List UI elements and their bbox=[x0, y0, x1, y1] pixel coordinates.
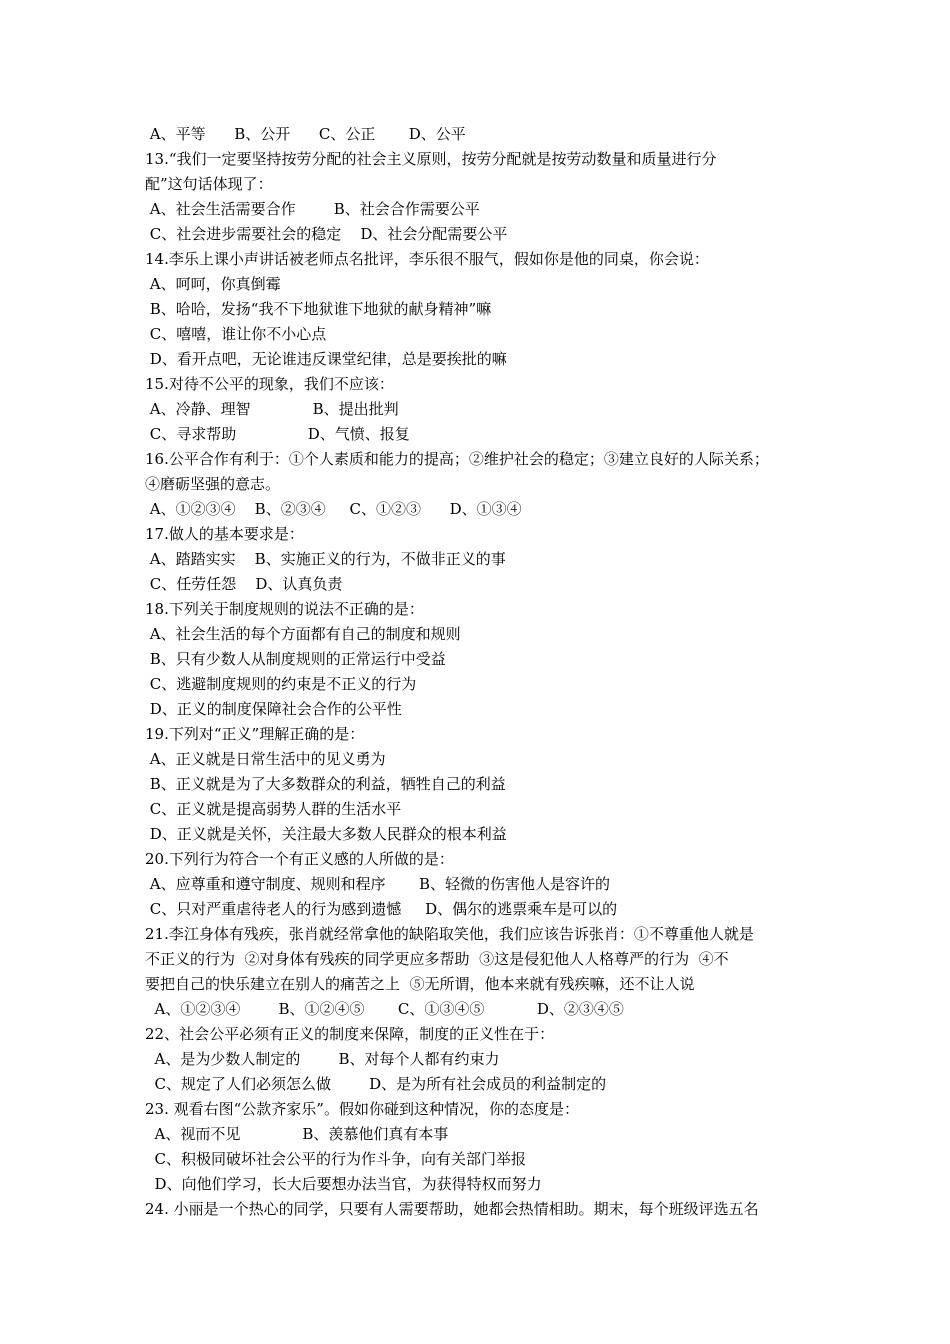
question-14-option-d: D、看开点吧，无论谁违反课堂纪律，总是要挨批的嘛 bbox=[145, 350, 507, 368]
question-21-text-cont-2: 要把自己的快乐建立在别人的痛苦之上 ⑤无所谓，他本来就有残疾嘛，还不让人说 bbox=[145, 975, 695, 993]
question-13-text-cont: 配”这句话体现了： bbox=[145, 175, 273, 193]
question-21-options: A、①②③④ B、①②④⑤ C、①③④⑤ D、②③④⑤ bbox=[145, 1000, 624, 1018]
question-19-option-d: D、正义就是关怀，关注最大多数人民群众的根本利益 bbox=[145, 825, 507, 843]
question-16-text-cont: ④磨砺坚强的意志。 bbox=[145, 475, 281, 493]
question-15-options-ab: A、冷静、理智 B、提出批判 bbox=[145, 400, 399, 418]
question-17-options-cd: C、任劳任怨 D、认真负责 bbox=[145, 575, 343, 593]
question-24-text: 24. 小丽是一个热心的同学，只要有人需要帮助，她都会热情相助。期末，每个班级评选五名 bbox=[145, 1200, 759, 1218]
question-20-options-cd: C、只对严重虐待老人的行为感到遗憾 D、偶尔的逃票乘车是可以的 bbox=[145, 900, 618, 918]
question-23-text: 23. 观看右图“公款齐家乐”。假如你碰到这种情况，你的态度是： bbox=[145, 1100, 579, 1118]
question-21-text: 21.李江身体有残疾，张肖就经常拿他的缺陷取笑他，我们应该告诉张肖：①不尊重他人就是 bbox=[145, 925, 754, 943]
question-14-option-b: B、哈哈，发扬“我不下地狱谁下地狱的献身精神”嘛 bbox=[145, 300, 492, 318]
question-15-text: 15.对待不公平的现象，我们不应该： bbox=[145, 375, 394, 393]
question-23-option-c: C、积极同破坏社会公平的行为作斗争，向有关部门举报 bbox=[145, 1150, 527, 1168]
question-23-options-ab: A、视而不见 B、羡慕他们真有本事 bbox=[145, 1125, 449, 1143]
question-19-text: 19.下列对“正义”理解正确的是： bbox=[145, 725, 365, 743]
question-22-text: 22、社会公平必须有正义的制度来保障，制度的正义性在于： bbox=[145, 1025, 555, 1043]
question-22-options-cd: C、规定了人们必须怎么做 D、是为所有社会成员的利益制定的 bbox=[145, 1075, 607, 1093]
question-text-block bbox=[145, 122, 825, 1222]
question-18-text: 18.下列关于制度规则的说法不正确的是： bbox=[145, 600, 424, 618]
question-14-option-c: C、嘻嘻，谁让你不小心点 bbox=[145, 325, 327, 343]
question-13-options-ab: A、社会生活需要合作 B、社会合作需要公平 bbox=[145, 200, 480, 218]
question-21-text-cont-1: 不正义的行为 ②对身体有残疾的同学更应多帮助 ③这是侵犯他人人格尊严的行为 ④不 bbox=[145, 950, 729, 968]
answer-options-line: A、平等 B、公开 C、公正 D、公平 bbox=[145, 125, 466, 143]
question-20-options-ab: A、应尊重和遵守制度、规则和程序 B、轻微的伤害他人是容许的 bbox=[145, 875, 611, 893]
question-22-options-ab: A、是为少数人制定的 B、对每个人都有约束力 bbox=[145, 1050, 500, 1068]
question-16-text: 16.公平合作有利于：①个人素质和能力的提高；②维护社会的稳定；③建立良好的人际关系； bbox=[145, 450, 769, 468]
question-17-options-ab: A、踏踏实实 B、实施正义的行为，不做非正义的事 bbox=[145, 550, 506, 568]
question-19-option-b: B、正义就是为了大多数群众的利益，牺牲自己的利益 bbox=[145, 775, 506, 793]
question-13-options-cd: C、社会进步需要社会的稳定 D、社会分配需要公平 bbox=[145, 225, 508, 243]
question-19-option-c: C、正义就是提高弱势人群的生活水平 bbox=[145, 800, 402, 818]
question-14-text: 14.李乐上课小声讲话被老师点名批评，李乐很不服气，假如你是他的同桌，你会说： bbox=[145, 250, 709, 268]
question-18-option-d: D、正义的制度保障社会合作的公平性 bbox=[145, 700, 402, 718]
question-18-option-b: B、只有少数人从制度规则的正常运行中受益 bbox=[145, 650, 446, 668]
question-13-text: 13.“我们一定要坚持按劳分配的社会主义原则，按劳分配就是按劳动数量和质量进行分 bbox=[145, 150, 717, 168]
question-16-options: A、①②③④ B、②③④ C、①②③ D、①③④ bbox=[145, 500, 522, 518]
question-23-option-d: D、向他们学习，长大后要想办法当官，为获得特权而努力 bbox=[145, 1175, 542, 1193]
question-17-text: 17.做人的基本要求是： bbox=[145, 525, 304, 543]
question-19-option-a: A、正义就是日常生活中的见义勇为 bbox=[145, 750, 386, 768]
question-20-text: 20.下列行为符合一个有正义感的人所做的是： bbox=[145, 850, 454, 868]
question-18-option-c: C、逃避制度规则的约束是不正义的行为 bbox=[145, 675, 417, 693]
question-18-option-a: A、社会生活的每个方面都有自己的制度和规则 bbox=[145, 625, 461, 643]
question-14-option-a: A、呵呵，你真倒霉 bbox=[145, 275, 281, 293]
question-15-options-cd: C、寻求帮助 D、气愤、报复 bbox=[145, 425, 410, 443]
